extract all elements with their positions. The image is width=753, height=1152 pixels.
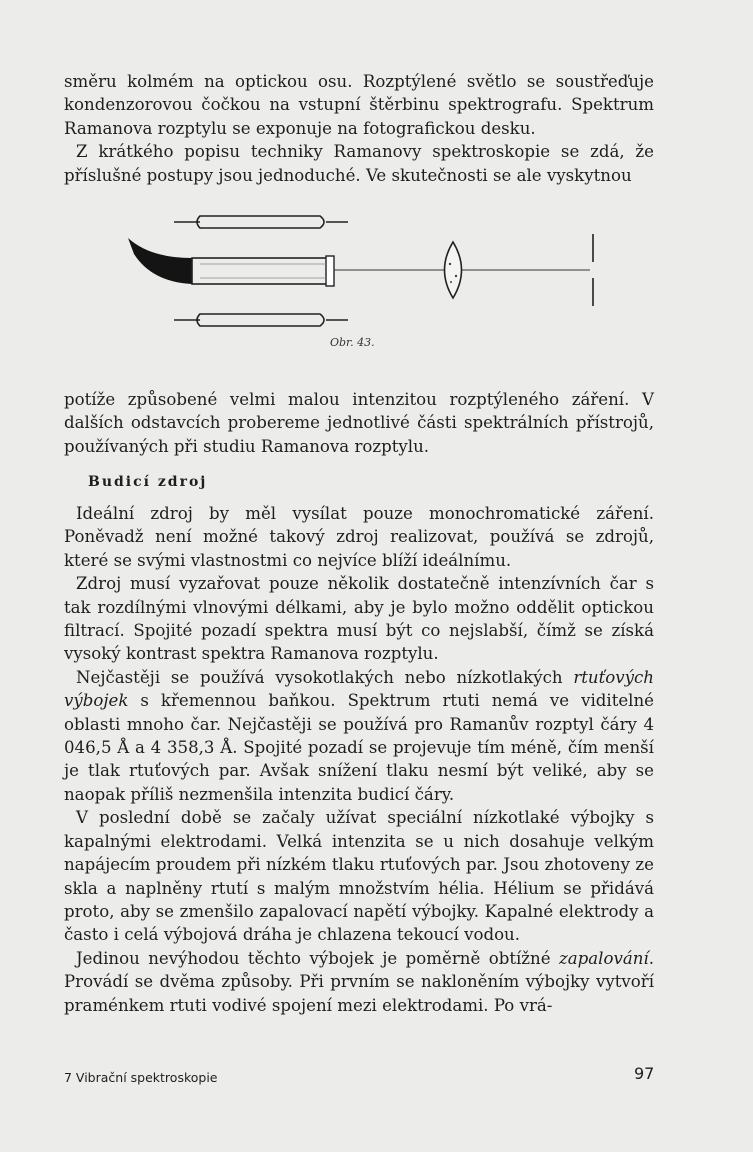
text-block-mid (64, 388, 654, 458)
lamp-tube (128, 238, 334, 286)
paragraph-text: Jedinou nevýhodou těchto výbojek je poměrně obtížné (76, 948, 559, 968)
paragraph-text: s křemennou baňkou. Spektrum rtuti nemá ve viditelné oblasti mnoho čar. Nejčastěji se používá pro Ramanův rozptyl čáry 4 046,5 Å a 4 358,3 Å. Spojité pozadí se projevuje tím méně, čím menší je tlak rtuťových par. Avšak snížení tlaku nesmí být veliké, aby se naopak příliš nezmenšila intenzita budicí čáry. (64, 691, 654, 804)
emphasized-term: zapalování (559, 948, 649, 968)
page-number: 97 (634, 1064, 655, 1083)
paragraph: V poslední době se začaly užívat speciální nízkotlaké výbojky s kapalnými elektrodami. Velká intenzita se u nich dosahuje velkým napájecím proudem při nízkém tlaku rtuťových par. Jsou zhotoveny ze skla a naplněny rtutí s malým množstvím hélia. Hélium se přidává proto, aby se zmenšilo zapalovací napětí výbojky. Kapalné elektrody a často i celá výbojová dráha je chlazena tekoucí vodou. (64, 808, 654, 945)
paragraph: směru kolmém na optickou osu. Rozptýlené světlo se soustřeďuje kondenzorovou čočkou na vstupní štěrbinu spektrografu. Spektrum Ramanova rozptylu se exponuje na fotografickou desku. (64, 72, 654, 138)
lower-tube (174, 314, 348, 326)
text-block-bottom (64, 502, 654, 1017)
figure-43-diagram (120, 206, 600, 356)
condenser-lens (445, 242, 462, 298)
text-block-top (64, 70, 654, 187)
paragraph: Zdroj musí vyzařovat pouze několik dostatečně intenzívních čar s tak rozdílnými vlnovými délkami, aby je bylo možno oddělit optickou filtrací. Spojité pozadí spektra musí být co nejslabší, čímž se získá vysoký kontrast spektra Ramanova rozptylu. (64, 574, 654, 664)
paragraph (64, 666, 654, 806)
paragraph (64, 947, 654, 1017)
section-heading: Budicí zdroj (88, 474, 208, 490)
paragraph-text: . Provádí se dvěma způsoby. Při prvním se nakloněním výbojky vytvoří praménkem rtuti vodivé spojení mezi elektrodami. Po vrá- (64, 948, 654, 1015)
footer-chapter: 7 Vibrační spektroskopie (64, 1070, 218, 1085)
paragraph: Ideální zdroj by měl vysílat pouze monochromatické záření. Poněvadž není možné takový zdroj realizovat, používá se zdrojů, které se svými vlastnostmi co nejvíce blíží ideálnímu. (64, 504, 654, 570)
upper-tube (174, 216, 348, 228)
paragraph-text: Nejčastěji se používá vysokotlakých nebo nízkotlakých (76, 667, 574, 687)
paragraph: potíže způsobené velmi malou intenzitou rozptýleného záření. V dalších odstavcích probereme jednotlivé části spektrálních přístrojů, používaných při studiu Ramanova rozptylu. (64, 390, 654, 456)
paragraph: Z krátkého popisu techniky Ramanovy spektroskopie se zdá, že příslušné postupy jsou jednoduché. Ve skutečnosti se ale vyskytnou (64, 142, 654, 185)
emphasized-term: rtuťových výbojek (64, 667, 654, 711)
figure-caption: Obr. 43. (330, 336, 375, 349)
